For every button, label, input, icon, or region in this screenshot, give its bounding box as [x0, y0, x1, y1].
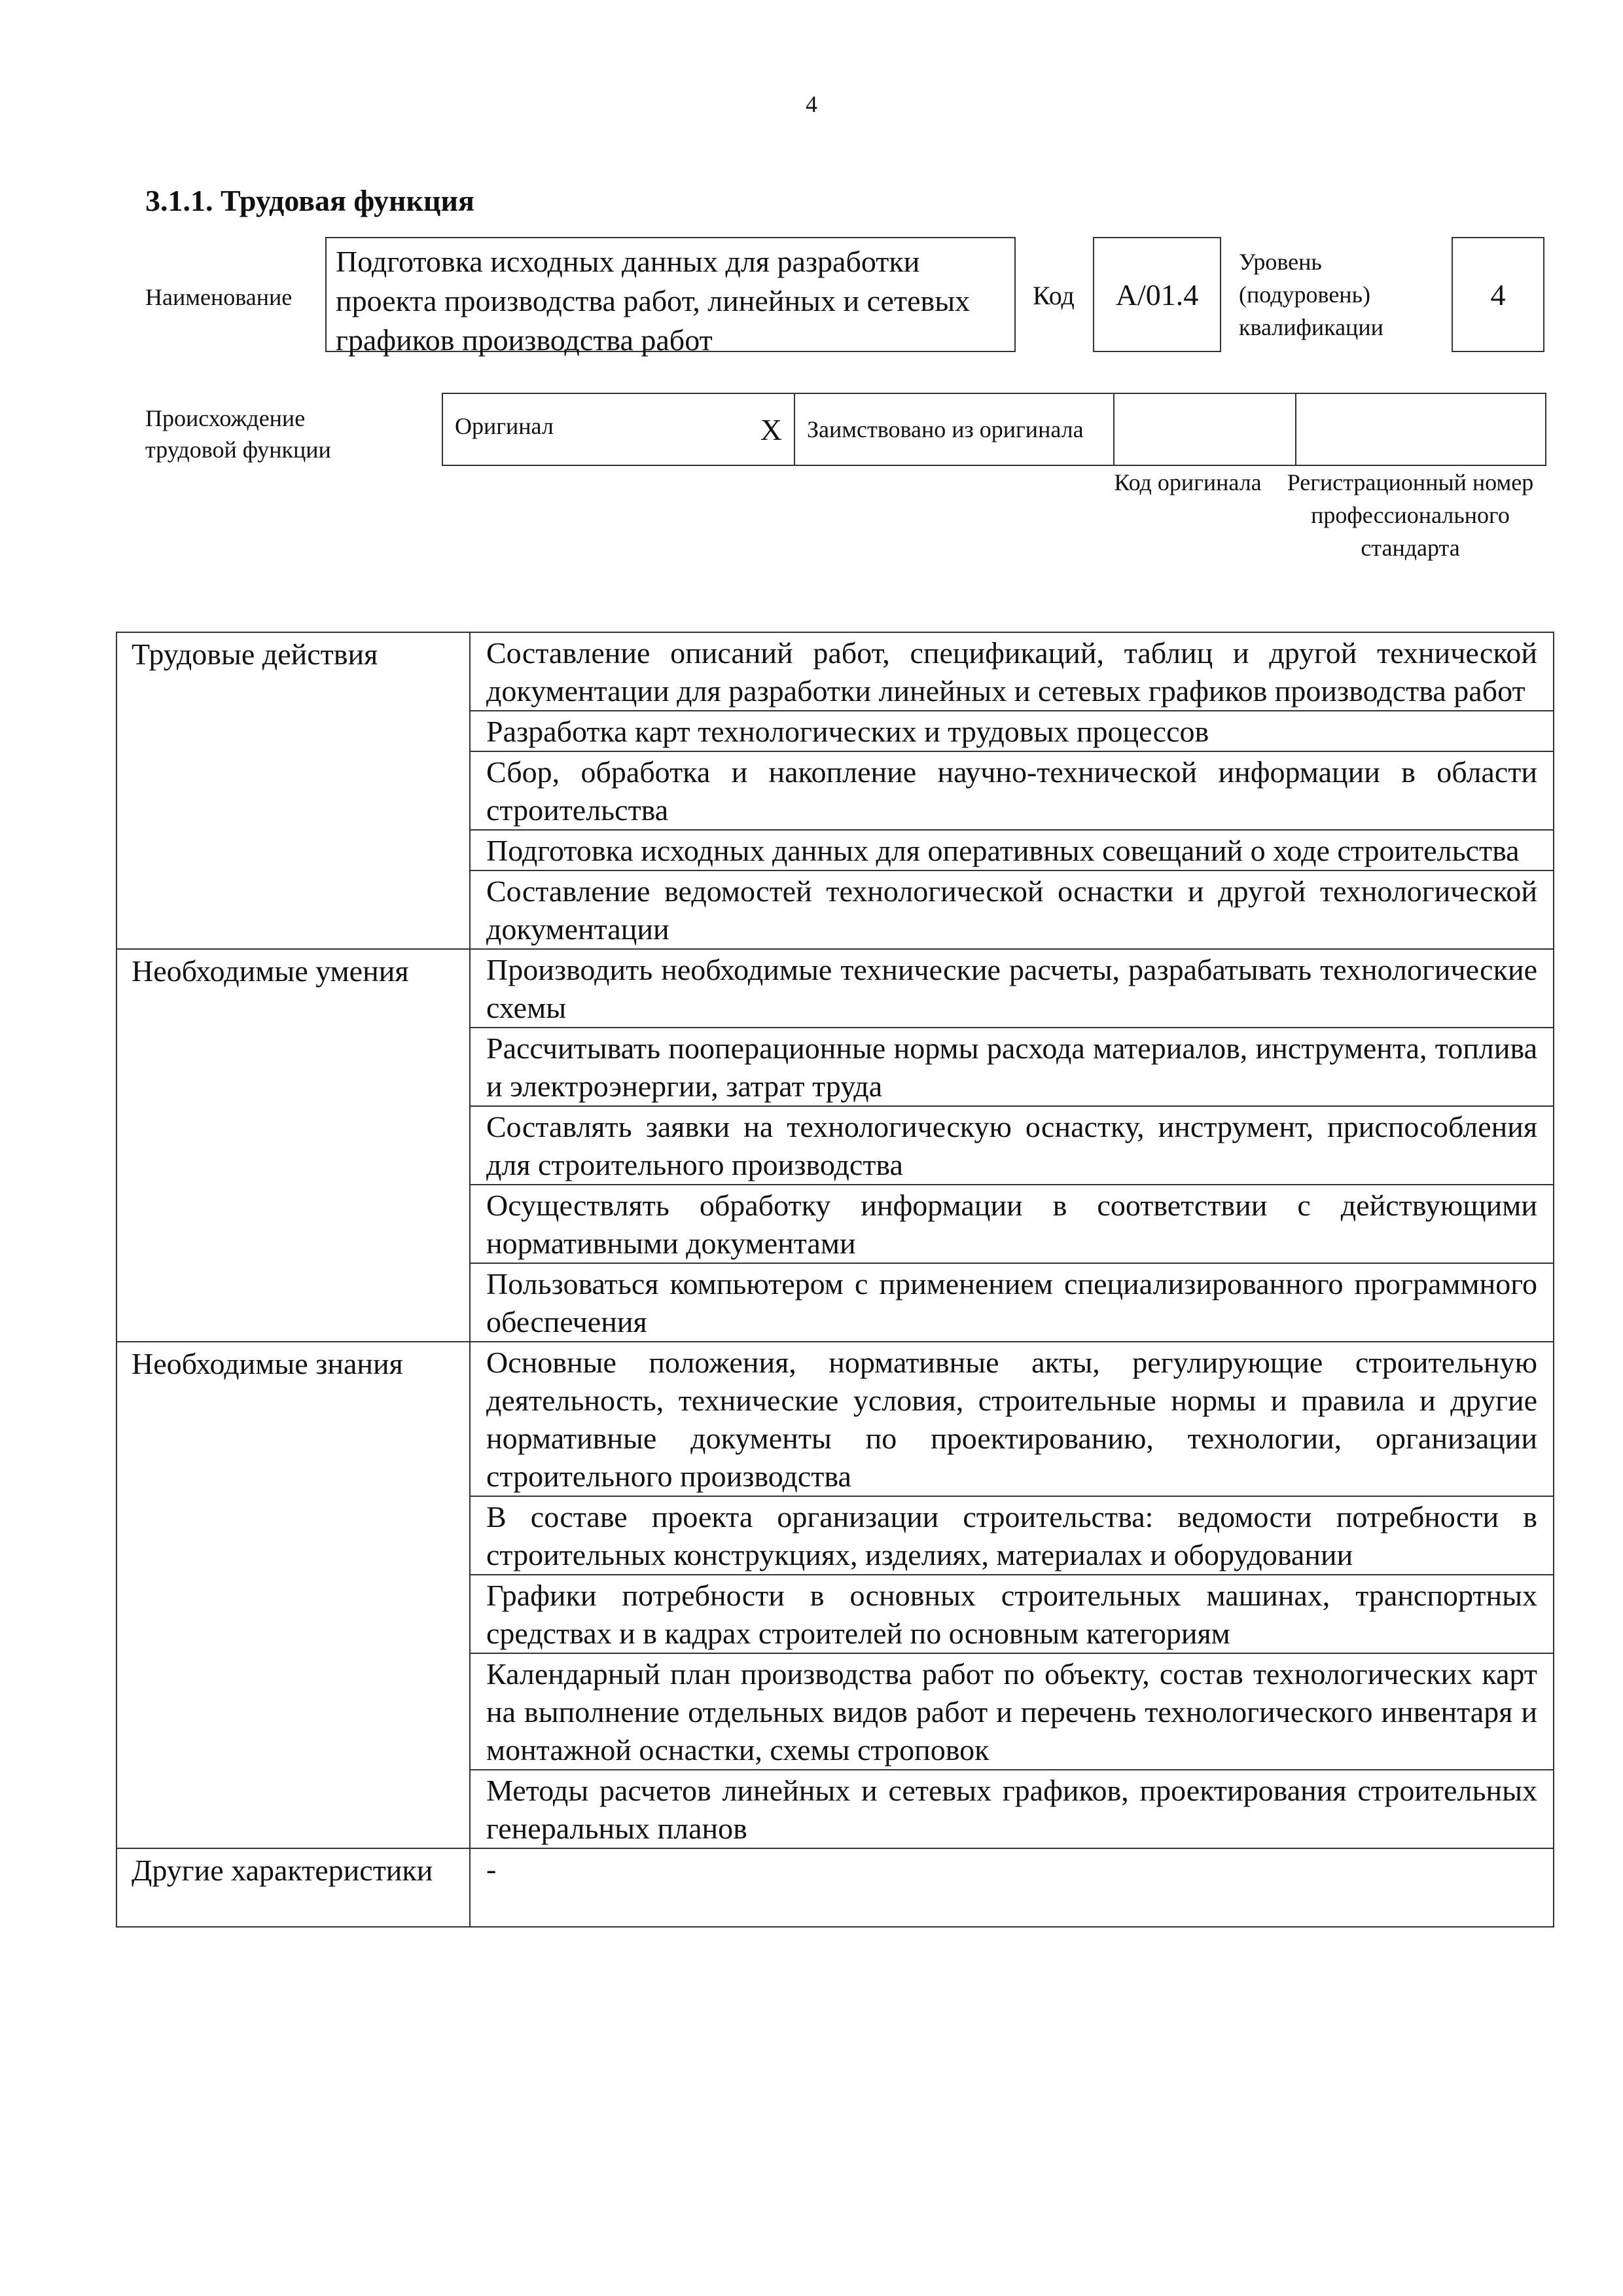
requirement-item: В составе проекта организации строительства: ведомости потребности в строительных конструкциях, изделиях, материалах и оборудовании [470, 1496, 1554, 1575]
table-row [116, 1342, 1554, 1496]
name-label: Наименование [145, 284, 293, 310]
table-row [116, 949, 1554, 1028]
requirement-item: Составление описаний работ, спецификаций, таблиц и другой технической документации для разработки линейных и сетевых графиков производства работ [470, 632, 1554, 711]
original-label: Оригинал [455, 412, 554, 439]
requirement-item: Осуществлять обработку информации в соответствии с действующими нормативными документами [470, 1185, 1554, 1263]
requirement-item: Составлять заявки на технологическую оснастку, инструмент, приспособления для строительного производства [470, 1106, 1554, 1185]
qualification-level-label: Уровень (подуровень) квалификации [1239, 249, 1383, 340]
table-row [116, 632, 1554, 711]
requirement-item: Календарный план производства работ по объекту, состав технологических карт на выполнение отдельных видов работ и перечень технологического инвентаря и монтажной оснастки, схемы строповок [470, 1653, 1554, 1770]
requirement-item: Разработка карт технологических и трудовых процессов [470, 711, 1554, 751]
requirement-item: Рассчитывать пооперационные нормы расхода материалов, инструмента, топлива и электроэнергии, затрат труда [470, 1028, 1554, 1106]
qualification-level-value: 4 [1452, 237, 1544, 352]
requirement-item: Основные положения, нормативные акты, регулирующие строительную деятельность, технические условия, строительные нормы и правила и другие нормативные документы по проектированию, технологии, организации строительного производства [470, 1342, 1554, 1496]
origin-table [442, 393, 1546, 466]
section-title: 3.1.1. Трудовая функция [145, 184, 474, 217]
requirement-item: Сбор, обработка и накопление научно-технической информации в области строительства [470, 751, 1554, 830]
requirement-item: - [470, 1848, 1554, 1927]
page-number: 4 [806, 91, 817, 117]
original-code-cell [1114, 393, 1296, 465]
code-label: Код [1033, 281, 1075, 310]
registration-number-caption: Регистрационный номер профессионального стандарта [1287, 469, 1534, 561]
code-value: А/01.4 [1093, 237, 1221, 352]
origin-label: Происхождение трудовой функции [145, 405, 331, 463]
category-cell: Необходимые знания [116, 1342, 470, 1848]
original-cell [442, 393, 794, 465]
original-code-caption: Код оригинала [1114, 469, 1262, 495]
category-cell: Другие характеристики [116, 1848, 470, 1927]
original-mark: X [760, 412, 782, 446]
registration-number-cell [1296, 393, 1546, 465]
function-name-value: Подготовка исходных данных для разработки проекта производства работ, линейных и сетевых графиков производства работ [325, 237, 1016, 352]
requirement-item: Производить необходимые технические расчеты, разрабатывать технологические схемы [470, 949, 1554, 1028]
requirement-item: Пользоваться компьютером с применением специализированного программного обеспечения [470, 1263, 1554, 1342]
requirement-item: Методы расчетов линейных и сетевых графиков, проектирования строительных генеральных планов [470, 1770, 1554, 1848]
requirement-item: Подготовка исходных данных для оперативных совещаний о ходе строительства [470, 830, 1554, 870]
borrowed-label: Заимствовано из оригинала [794, 393, 1114, 465]
category-cell: Необходимые умения [116, 949, 470, 1342]
requirements-table [116, 632, 1554, 1928]
requirement-item: Графики потребности в основных строительных машинах, транспортных средствах и в кадрах строителей по основным категориям [470, 1575, 1554, 1653]
requirement-item: Составление ведомостей технологической оснастки и другой технологической документации [470, 870, 1554, 949]
category-cell: Трудовые действия [116, 632, 470, 949]
table-row [116, 1848, 1554, 1927]
